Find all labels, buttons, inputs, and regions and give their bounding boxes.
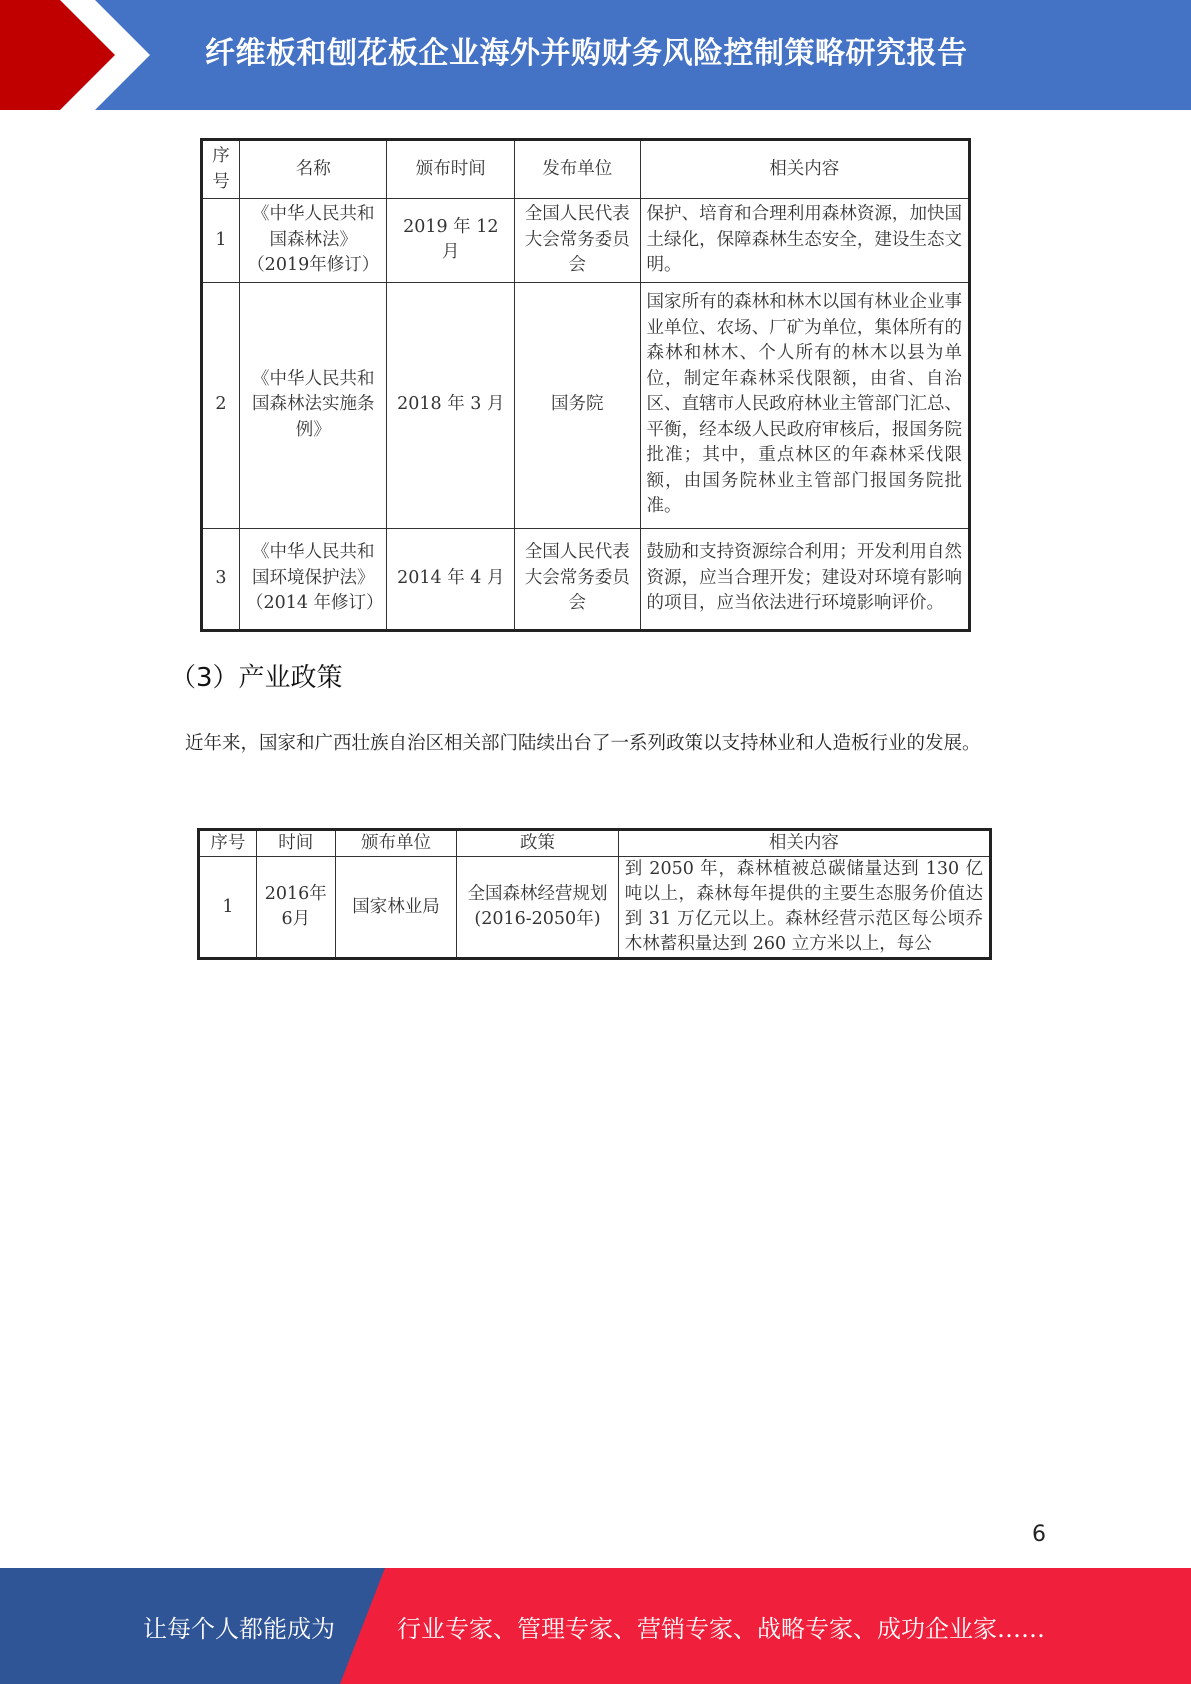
cell-issuer: 全国人民代表大会常务委员会 xyxy=(515,528,640,630)
table-header-row xyxy=(199,830,991,857)
cell-policy: 全国森林经营规划(2016-2050年) xyxy=(457,857,619,959)
header-cell-issuer: 颁布单位 xyxy=(335,830,457,857)
header-cell-policy: 政策 xyxy=(457,830,619,857)
page-number: 6 xyxy=(1032,1522,1046,1547)
cell-content: 保护、培育和合理利用森林资源，加快国土绿化，保障森林生态安全，建设生态文明。 xyxy=(640,199,969,283)
cell-name: 《中华人民共和国环境保护法》（2014 年修订） xyxy=(239,528,387,630)
cell-content: 到 2050 年，森林植被总碳储量达到 130 亿吨以上，森林每年提供的主要生态服务价值达到 31 万亿元以上。森林经营示范区每公顷乔木林蓄积量达到 260 立方米以上，每公 xyxy=(618,857,990,959)
cell-index: 1 xyxy=(202,199,240,283)
cell-index: 3 xyxy=(202,528,240,630)
laws-table xyxy=(200,138,971,632)
cell-content: 鼓励和支持资源综合利用；开发利用自然资源，应当合理开发；建设对环境有影响的项目，应当依法进行环境影响评价。 xyxy=(640,528,969,630)
cell-issuer: 国家林业局 xyxy=(335,857,457,959)
table-row xyxy=(202,199,970,283)
cell-content: 国家所有的森林和林木以国有林业企业事业单位、农场、厂矿为单位，集体所有的森林和林木、个人所有的林木以县为单位，制定年森林采伐限额，由省、自治区、直辖市人民政府林业主管部门汇总、平衡，经本级人民政府审核后，报国务院批准；其中，重点林区的年森林采伐限额，由国务院林业主管部门报国务院批准。 xyxy=(640,282,969,528)
footer-slogan-right: 行业专家、管理专家、营销专家、战略专家、成功企业家…… xyxy=(397,1615,1045,1643)
header-cell-content: 相关内容 xyxy=(618,830,990,857)
footer-slogan-left: 让每个人都能成为 xyxy=(143,1615,335,1643)
cell-name: 《中华人民共和国森林法》（2019年修订） xyxy=(239,199,387,283)
footer-banner xyxy=(0,1568,1191,1684)
header-cell-index: 序号 xyxy=(199,830,257,857)
cell-name: 《中华人民共和国森林法实施条例》 xyxy=(239,282,387,528)
cell-date: 2019 年 12 月 xyxy=(387,199,515,283)
table-row xyxy=(199,857,991,959)
cell-index: 1 xyxy=(199,857,257,959)
header-cell-date: 颁布时间 xyxy=(387,140,515,199)
header-cell-issuer: 发布单位 xyxy=(515,140,640,199)
header-cell-index: 序号 xyxy=(202,140,240,199)
cell-time: 2016年6月 xyxy=(256,857,335,959)
header-banner xyxy=(0,0,1191,110)
table-row xyxy=(202,528,970,630)
cell-date: 2014 年 4 月 xyxy=(387,528,515,630)
chevron-arrow-icon xyxy=(0,0,160,110)
header-cell-time: 时间 xyxy=(256,830,335,857)
body-paragraph: 近年来，国家和广西壮族自治区相关部门陆续出台了一系列政策以支持林业和人造板行业的发展。 xyxy=(185,733,981,754)
cell-issuer: 全国人民代表大会常务委员会 xyxy=(515,199,640,283)
cell-date: 2018 年 3 月 xyxy=(387,282,515,528)
section-heading: （3）产业政策 xyxy=(170,663,343,693)
header-cell-name: 名称 xyxy=(239,140,387,199)
table-header-row xyxy=(202,140,970,199)
cell-issuer: 国务院 xyxy=(515,282,640,528)
table-row xyxy=(202,282,970,528)
header-cell-content: 相关内容 xyxy=(640,140,969,199)
report-title: 纤维板和刨花板企业海外并购财务风险控制策略研究报告 xyxy=(205,36,968,71)
policies-table xyxy=(197,828,992,960)
cell-index: 2 xyxy=(202,282,240,528)
